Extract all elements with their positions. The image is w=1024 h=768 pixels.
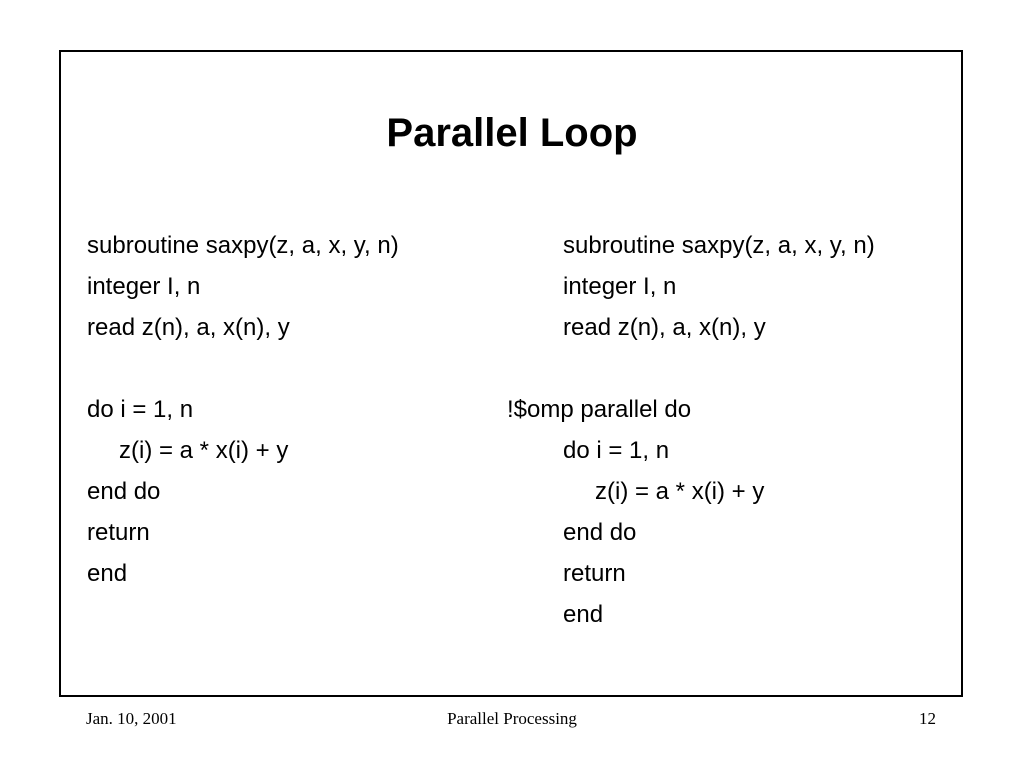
code-line: end do [563, 519, 637, 546]
slide-title: Parallel Loop [386, 111, 638, 155]
footer-page-number: 12 [919, 709, 936, 728]
code-line: subroutine saxpy(z, a, x, y, n) [87, 232, 399, 259]
footer-date: Jan. 10, 2001 [86, 709, 177, 728]
sequential-code-block [87, 225, 399, 594]
code-line: return [563, 560, 626, 587]
code-line: read z(n), a, x(n), y [563, 314, 766, 341]
code-line: integer I, n [87, 273, 201, 300]
code-line: end [87, 560, 128, 587]
code-line: end do [87, 478, 161, 505]
omp-directive-line: !$omp parallel do [507, 396, 692, 423]
code-line: read z(n), a, x(n), y [87, 314, 290, 341]
code-line: integer I, n [563, 273, 677, 300]
code-line: do i = 1, n [563, 437, 670, 464]
code-line: z(i) = a * x(i) + y [595, 478, 765, 505]
code-line: return [87, 519, 150, 546]
code-line: end [563, 601, 604, 628]
footer-course-title: Parallel Processing [447, 709, 577, 728]
code-line: z(i) = a * x(i) + y [119, 437, 289, 464]
code-line: subroutine saxpy(z, a, x, y, n) [563, 232, 875, 259]
blank-code-line [507, 348, 875, 389]
code-line: do i = 1, n [87, 396, 194, 423]
openmp-code-block [507, 225, 875, 635]
blank-code-line [87, 348, 399, 389]
